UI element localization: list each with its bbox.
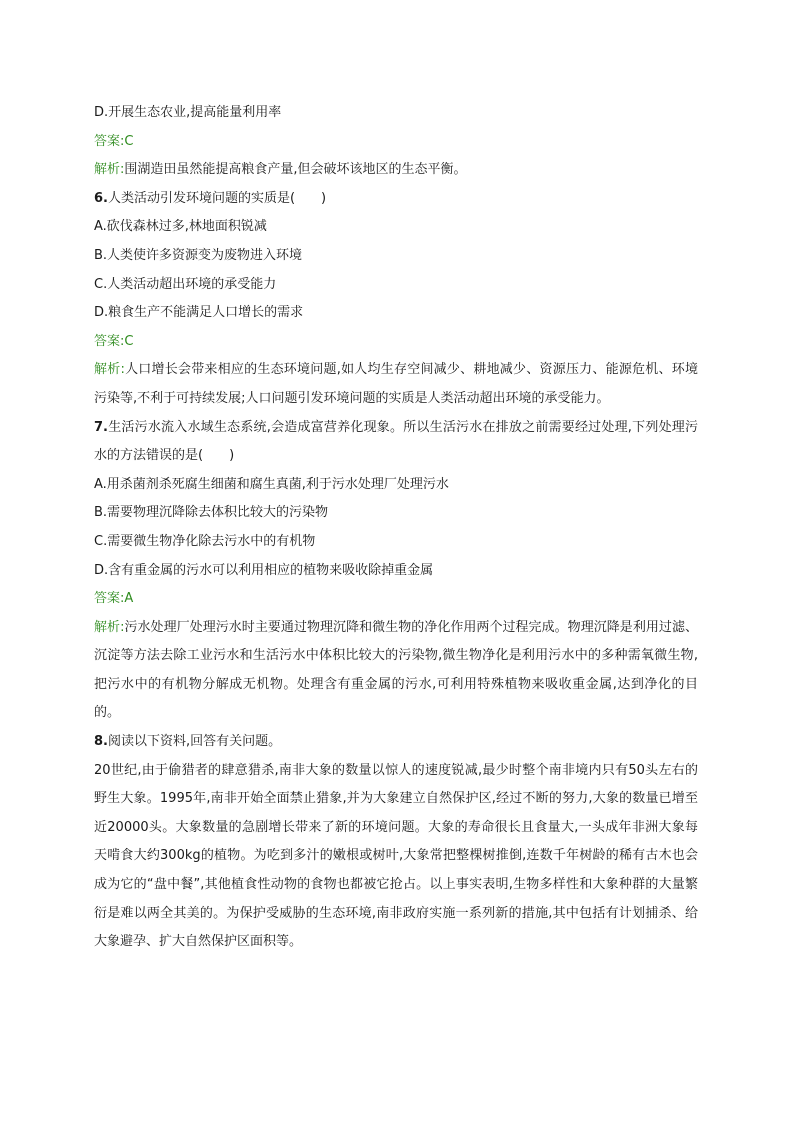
q6-option-b: B.人类使许多资源变为废物进入环境: [94, 247, 303, 263]
analysis-text: 污水处理厂处理污水时主要通过物理沉降和微生物的净化作用两个过程完成。物理沉降是利用过滤、沉淀等方法去除工业污水和生活污水中体积比较大的污染物,微生物净化是利用污水中的多种需氧微生物,把污水中的有机物分解成无机物。处理含有重金属的污水,可利用特殊植物来吸收重金属,达到净化的目的。: [94, 619, 698, 721]
q6-answer-line: [94, 328, 698, 357]
answer-label: 答案:: [94, 591, 125, 607]
analysis-label: 解析:: [94, 162, 125, 178]
q7-answer-line: [94, 585, 698, 614]
question-number: 8.: [94, 734, 108, 750]
answer-label: 答案:: [94, 333, 125, 349]
q7-option-d: D.含有重金属的污水可以利用相应的植物来吸收除掉重金属: [94, 562, 434, 578]
analysis-label: 解析:: [94, 619, 125, 635]
answer-value: C: [124, 333, 134, 349]
document-content: [94, 99, 698, 957]
q8-stem: [94, 728, 698, 757]
answer-label: 答案:: [94, 133, 125, 149]
q8-material: 20世纪,由于偷猎者的肆意猎杀,南非大象的数量以惊人的速度锐减,最少时整个南非境内只有50头左右的野生大象。1995年,南非开始全面禁止猎象,并为大象建立自然保护区,经过不断的努力,大象的数量已增至近20000头。大象数量的急剧增长带来了新的环境问题。大象的寿命很长且食量大,一头成年非洲大象每天啃食大约300kg的植物。为吃到多汁的嫩根或树叶,大象常把整棵树推倒,连数千年树龄的稀有古木也会成为它的“盘中餐”,其他植食性动物的食物也都被它抢占。以上事实表明,生物多样性和大象种群的大量繁衍是难以两全其美的。为保护受威胁的生态环境,南非政府实施一系列新的措施,其中包括有计划捕杀、给大象避孕、扩大自然保护区面积等。: [94, 762, 698, 950]
question-text: 阅读以下资料,回答有关问题。: [107, 734, 282, 750]
analysis-text: 人口增长会带来相应的生态环境问题,如人均生存空间减少、耕地减少、资源压力、能源危机、环境污染等,不利于可持续发展;人口问题引发环境问题的实质是人类活动超出环境的承受能力。: [94, 362, 698, 406]
q6-option-c: C.人类活动超出环境的承受能力: [94, 276, 277, 292]
q7-option-c: C.需要微生物净化除去污水中的有机物: [94, 533, 316, 549]
q7-stem: [94, 414, 698, 471]
question-number: 6.: [94, 190, 108, 206]
q5-option-d: D.开展生态农业,提高能量利用率: [94, 105, 282, 120]
question-text: 生活污水流入水域生态系统,会造成富营养化现象。所以生活污水在排放之前需要经过处理,下列处理污水的方法错误的是( ): [94, 419, 698, 464]
question-text: 人类活动引发环境问题的实质是( ): [107, 190, 327, 206]
q6-option-d: D.粮食生产不能满足人口增长的需求: [94, 305, 304, 321]
q7-option-a: A.用杀菌剂杀死腐生细菌和腐生真菌,利于污水处理厂处理污水: [94, 476, 449, 492]
q7-option-b: B.需要物理沉降除去体积比较大的污染物: [94, 505, 329, 521]
answer-value: A: [124, 591, 134, 607]
question-number: 7.: [94, 419, 108, 435]
q7-analysis: [94, 614, 698, 728]
q6-option-a: A.砍伐森林过多,林地面积锐减: [94, 219, 267, 235]
q5-answer-line: [94, 128, 698, 157]
analysis-text: 围湖造田虽然能提高粮食产量,但会破坏该地区的生态平衡。: [124, 162, 467, 178]
answer-value: C: [124, 133, 134, 149]
q6-stem: [94, 185, 698, 214]
q6-analysis: [94, 356, 698, 413]
q5-analysis: [94, 156, 698, 185]
analysis-label: 解析:: [94, 362, 125, 378]
